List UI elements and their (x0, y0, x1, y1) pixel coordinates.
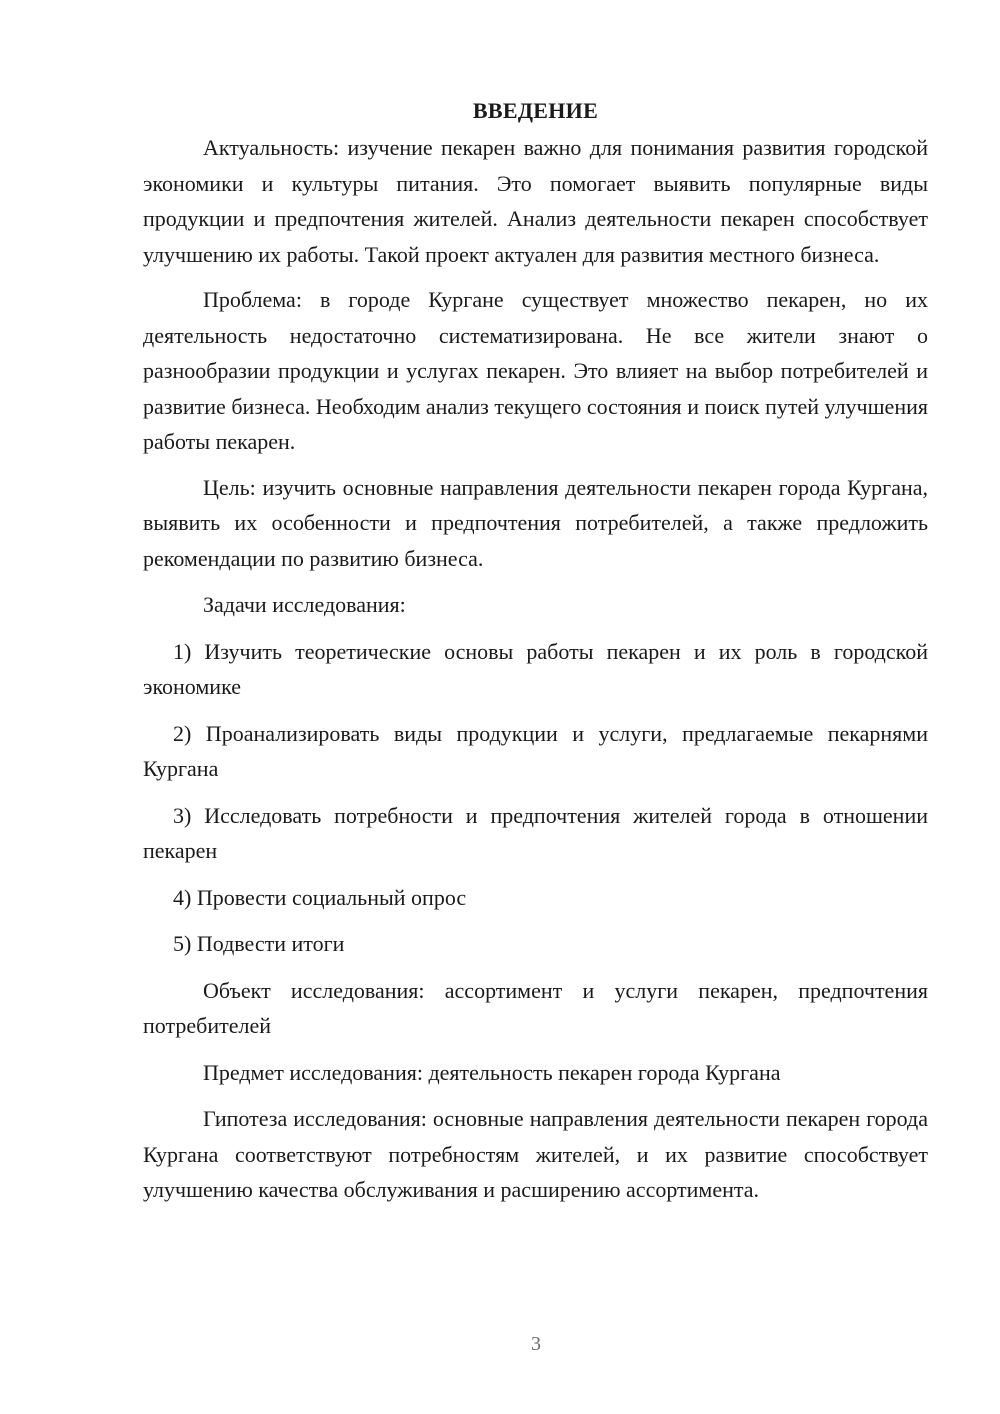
page-number: 3 (531, 1333, 541, 1355)
task-item-3: 3) Исследовать потребности и предпочтения жителей города в отношении пекарен (143, 802, 928, 863)
document-page (143, 96, 928, 1208)
tasks-heading: Задачи исследования: (203, 592, 406, 617)
paragraph-subject: Предмет исследования: деятельность пекарен города Кургана (203, 1059, 781, 1085)
task-item-2: 2) Проанализировать виды продукции и услуги, предлагаемые пекарнями Кургана (143, 720, 928, 781)
paragraph-object: Объект исследования: ассортимент и услуги пекарен, предпочтения потребителей (143, 977, 928, 1038)
section-title: ВВЕДЕНИЕ (472, 98, 599, 123)
task-item-4: 4) Провести социальный опрос (173, 884, 467, 910)
paragraph-hypothesis: Гипотеза исследования: основные направления деятельности пекарен города Кургана соответствуют потребностям жителей, и их развитие способствует улучшению качества обслуживания и расширению ассортимента. (143, 1106, 928, 1202)
task-item-5: 5) Подвести итоги (173, 931, 345, 956)
paragraph-goal: Цель: изучить основные направления деятельности пекарен города Кургана, выявить их особенности и предпочтения потребителей, а также предложить рекомендации по развитию бизнеса. (143, 474, 928, 571)
task-item-1: 1) Изучить теоретические основы работы пекарен и их роль в городской экономике (143, 638, 928, 699)
paragraph-problem: Проблема: в городе Кургане существует множество пекарен, но их деятельность недостаточно систематизирована. Не все жители знают о разнообразии продукции и услугах пекарен. Это влияет на выбор потребителей и развитие бизнеса. Необходим анализ текущего состояния и поиск путей улучшения работы пекарен. (143, 287, 928, 454)
paragraph-relevance: Актуальность: изучение пекарен важно для понимания развития городской экономики и культуры питания. Это помогает выявить популярные виды продукции и предпочтения жителей. Анализ деятельности пекарен способствует улучшению их работы. Такой проект актуален для развития местного бизнеса. (143, 135, 928, 267)
